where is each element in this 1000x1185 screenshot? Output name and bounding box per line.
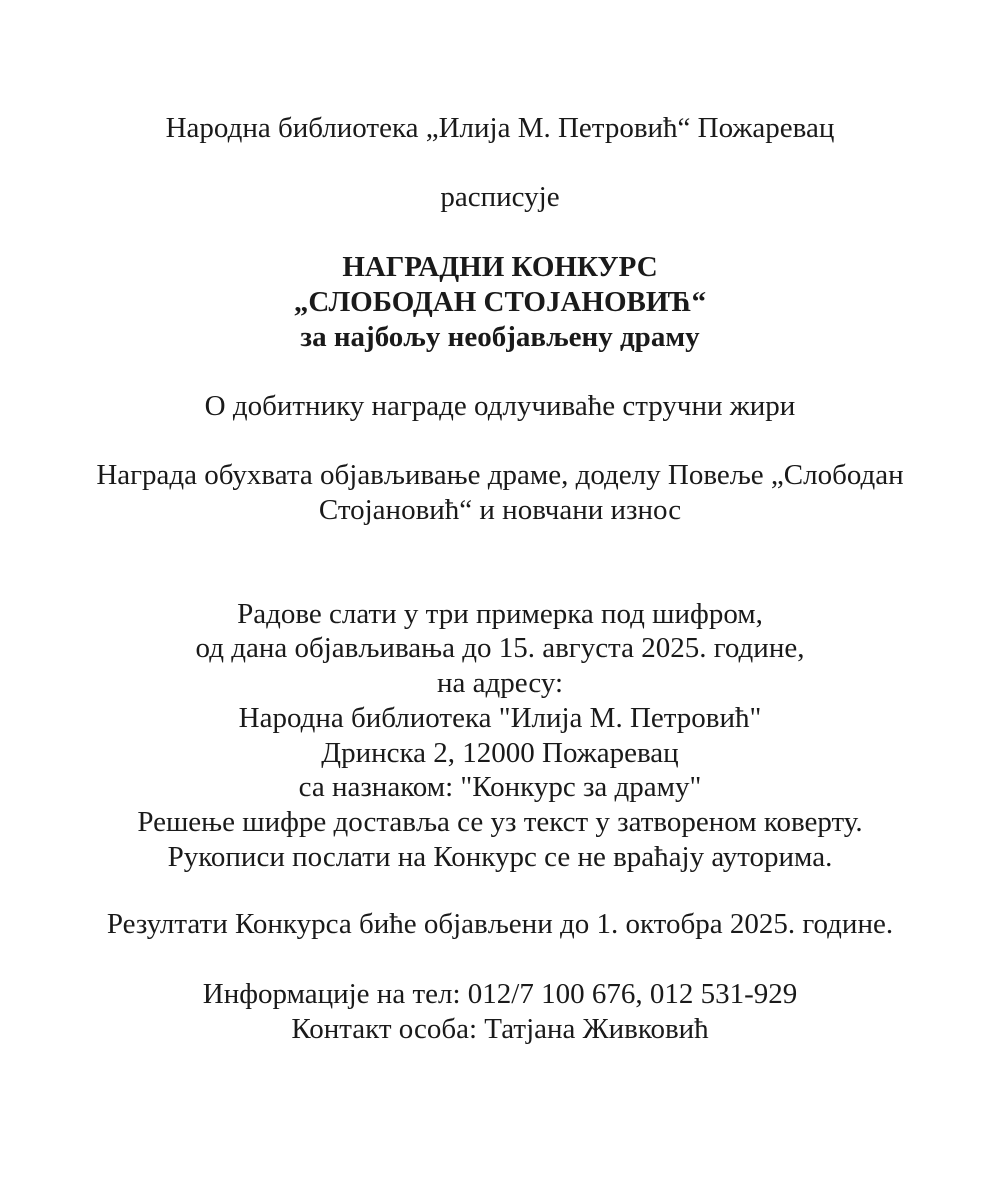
jury-line: О добитнику награде одлучиваће стручни жири xyxy=(204,390,796,422)
contact-person-line: Контакт особа: Татјана Живковић xyxy=(291,1013,709,1045)
award-line-2: Стојановић“ и новчани износ xyxy=(318,494,682,526)
contact-info-line: Информације на тел: 012/7 100 676, 012 531-929 xyxy=(202,978,798,1010)
submission-line-4: Народна библиотека "Илија М. Петровић" xyxy=(238,702,762,734)
submission-line-8: Рукописи послати на Конкурс се не враћају ауторима. xyxy=(167,841,833,873)
submission-line-7: Решење шифре доставља се уз текст у затвореном коверту. xyxy=(137,806,863,838)
title-line-2: „СЛОБОДАН СТОЈАНОВИЋ“ xyxy=(293,286,707,318)
submission-line-1: Радове слати у три примерка под шифром, xyxy=(237,598,763,630)
award-line-1: Награда обухвата објављивање драме, доделу Повеље „Слободан xyxy=(96,459,904,491)
title-line-3: за најбољу необјављену драму xyxy=(300,321,700,353)
submission-line-2: од дана објављивања до 15. августа 2025. године, xyxy=(195,632,805,664)
announces-line: расписује xyxy=(440,181,560,213)
results-line: Резултати Конкурса биће објављени до 1. октобра 2025. године. xyxy=(106,908,894,940)
submission-line-5: Дринска 2, 12000 Пожаревац xyxy=(321,737,679,769)
publisher-line: Народна библиотека „Илија М. Петровић“ Пожаревац xyxy=(165,112,835,144)
title-line-1: НАГРАДНИ КОНКУРС xyxy=(342,251,658,283)
submission-line-3: на адресу: xyxy=(436,667,564,699)
submission-line-6: са назнаком: "Конкурс за драму" xyxy=(298,771,702,803)
